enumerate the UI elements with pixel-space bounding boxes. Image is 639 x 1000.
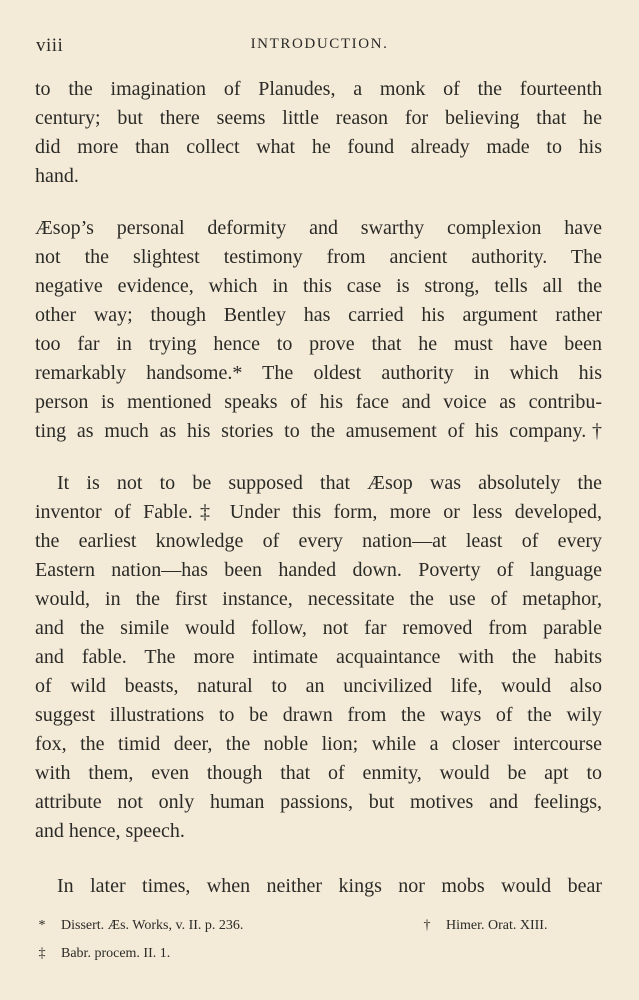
text-line: Æsop’s personal deformity and swarthy complexion have [35,217,602,239]
page-number: viii [36,35,64,56]
footnote-text: Dissert. Æs. Works, v. II. p. 236. [61,918,244,933]
text-line: person is mentioned speaks of his face and voice as contribu- [35,391,602,413]
paragraph-gap [35,191,602,214]
footnote-mark: * [38,918,46,933]
footnote-text: Himer. Orat. XIII. [446,918,548,933]
footnote-text: Babr. procem. II. 1. [61,946,171,961]
text-line: inventor of Fable.‡ Under this form, more or less developed, [35,501,602,523]
paragraph-1 [35,75,602,191]
text-line: fox, the timid deer, the noble lion; while a closer intercourse [35,733,602,755]
paragraph-gap [35,446,602,469]
footnote [420,912,547,940]
text-line: Eastern nation—has been handed down. Poverty of language [35,559,602,581]
text-line: to the imagination of Planudes, a monk of the fourteenth [35,78,602,100]
text-line: of wild beasts, natural to an uncivilized life, would also [35,675,602,697]
text-line: hand. [35,165,79,187]
footnote-row [35,912,602,940]
text-line: the earliest knowledge of every nation—at least of every [35,530,602,552]
footnotes [35,912,602,968]
footnote-mark: † [423,918,431,933]
footnote [35,940,170,968]
footnote-row [35,940,602,968]
text-line: and fable. The more intimate acquaintance with the habits [35,646,602,668]
text-line: attribute not only human passions, but motives and feelings, [35,791,602,813]
text-line: century; but there seems little reason for believing that he [35,107,602,129]
text-line: not the slightest testimony from ancient authority. The [35,246,602,268]
text-line: In later times, when neither kings nor mobs would bear [57,875,602,897]
paragraph-4 [35,872,602,901]
text-line: did more than collect what he found already made to his [35,136,602,158]
footnote [35,912,243,940]
footnote-mark: ‡ [38,946,46,961]
text-line: with them, even though that of enmity, would be apt to [35,762,602,784]
text-line: ting as much as his stories to the amusement of his company.† [35,420,602,442]
text-line: and the simile would follow, not far removed from parable [35,617,602,639]
body-text [35,75,602,901]
paragraph-2 [35,214,602,446]
text-line: and hence, speech. [35,820,185,842]
paragraph-gap [35,846,602,872]
text-line: other way; though Bentley has carried his argument rather [35,304,602,326]
running-title: INTRODUCTION. [250,36,389,52]
paragraph-3 [35,469,602,846]
text-line: It is not to be supposed that Æsop was absolutely the [57,472,602,494]
text-line: remarkably handsome.* The oldest authority in which his [35,362,602,384]
text-line: negative evidence, which in this case is strong, tells all the [35,275,602,297]
page-header [0,35,639,59]
text-line: would, in the first instance, necessitate the use of metaphor, [35,588,602,610]
text-line: suggest illustrations to be drawn from the ways of the wily [35,704,602,726]
text-line: too far in trying hence to prove that he must have been [35,333,602,355]
